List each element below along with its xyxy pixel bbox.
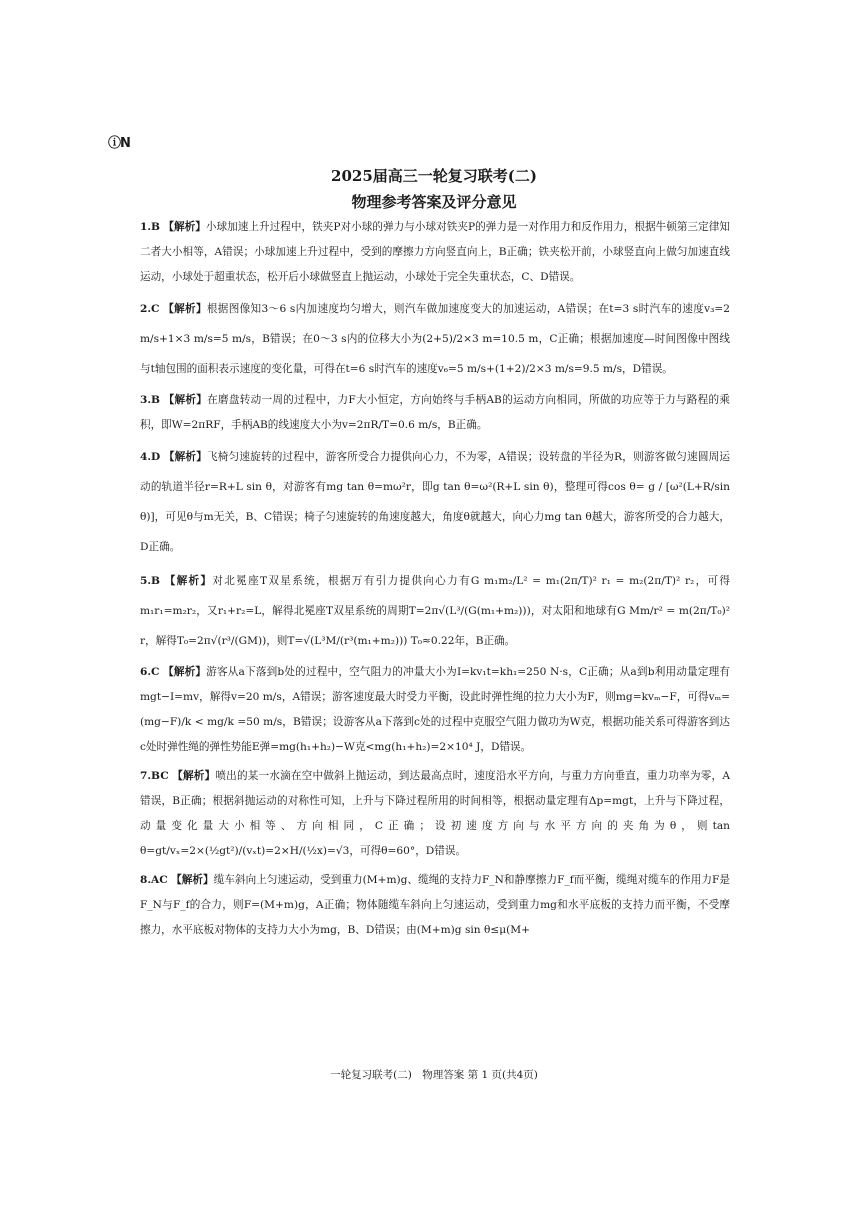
analysis-tag: 【解析】 [163,303,207,315]
answer-number: 3.B [140,394,161,406]
answer-item-8 [140,868,730,943]
exam-subtitle: 物理参考答案及评分意见 [351,193,517,211]
exam-title: 2025届高三一轮复习联考(二) [331,167,537,185]
answer-item-4 [140,442,730,562]
analysis-tag: 【解析】 [163,221,206,233]
answer-text: 根据图像知3～6 s内加速度均匀增大，则汽车做加速度变大的加速运动，A错误；在t=3 s时汽车的速度v₃=2 m/s+1×3 m/s=5 m/s，B错误；在0～3 s内的位移大小为(2+5)/2×3 m=10.5 m，C正确；根据加速度—时间图像中图线与t轴包围的面积表示速度的变化量，可得在t=6 s时汽车的速度v₆=5 m/s+(1+2)/2×3 m/s=9.5 m/s，D错误。 [140,303,730,375]
analysis-tag: 【解析】 [163,394,208,406]
answer-text: 小球加速上升过程中，铁夹P对小球的弹力与小球对铁夹P的弹力是一对作用力和反作用力，根据牛顿第三定律知二者大小相等，A错误；小球加速上升过程中，受到的摩擦力方向竖直向上，B正确；铁夹松开前，小球竖直向上做匀加速直线运动，小球处于超重状态，松开后小球做竖直上抛运动，小球处于完全失重状态，C、D错误。 [140,221,730,283]
answer-item-5 [140,566,730,656]
answer-item-7 [140,764,730,864]
answer-number: 8.AC [140,874,168,886]
answer-number: 6.C [140,666,160,678]
answer-text: 缆车斜向上匀速运动，受到重力(M+m)g、缆绳的支持力F_N和静摩擦力F_f而平衡，缆绳对缆车的作用力F是F_N与F_f的合力，则F=(M+m)g，A正确；物体随缆车斜向上匀速运动，受到重力mg和水平底板的支持力而平衡，不受摩擦力，水平底板对物体的支持力大小为mg，B、D错误；由(M+m)g sin θ≤μ(M+ [140,874,731,936]
answer-text: 飞椅匀速旋转的过程中，游客所受合力提供向心力，不为零，A错误；设转盘的半径为R，则游客做匀速圆周运动的轨道半径r=R+L sin θ，对游客有mg tan θ=mω²r，即g tan θ=ω²(R+L sin θ)，整理可得cos θ= g / [ω²(L+R/sin θ)]，可见θ与m无关，B、C错误；椅子匀速旋转的角速度越大，角度θ就越大，向心力mg tan θ越大，游客所受的合力越大，D正确。 [140,451,731,553]
analysis-tag: 【解析】 [164,575,213,587]
answer-list [140,215,730,947]
answer-number: 7.BC [140,770,169,782]
analysis-tag: 【解析】 [163,666,207,678]
answer-text: 在磨盘转动一周的过程中，力F大小恒定，方向始终与手柄AB的运动方向相同，所做的功应等于力与路程的乘积，即W=2πRF，手柄AB的线速度大小为v=2πR/T=0.6 m/s，B正确。 [140,394,730,431]
answer-item-2 [140,294,730,384]
analysis-tag: 【解析】 [172,770,216,782]
answer-item-1 [140,215,730,290]
answer-item-6 [140,660,730,760]
answer-text: 游客从a下落到b处的过程中，空气阻力的冲量大小为I=kv₁t=kh₁=250 N·s，C正确；从a到b利用动量定理有mgt−I=mv，解得v=20 m/s，A错误；游客速度最大时受力平衡，设此时弹性绳的拉力大小为F，则mg=kvₘ−F，可得vₘ=(mg−F)/k < mg/k =50 m/s，B错误；设游客从a下落到c处的过程中克服空气阻力做功为W克，根据功能关系可得游客到达c处时弹性绳的弹性势能E弹=mg(h₁+h₂)−W克<mg(h₁+h₂)=2×10⁴ J，D错误。 [140,666,730,753]
answer-number: 5.B [140,575,161,587]
answer-item-3 [140,388,730,438]
analysis-tag: 【解析】 [163,451,207,463]
answer-number: 4.D [140,451,161,463]
answer-text: 喷出的某一水滴在空中做斜上抛运动，到达最高点时，速度沿水平方向，与重力方向垂直，重力功率为零，A错误，B正确；根据斜抛运动的对称性可知，上升与下降过程所用的时间相等，根据动量定理有Δp=mgt，上升与下降过程，动量变化量大小相等、方向相同，C正确；设初速度方向与水平方向的夹角为θ，则tan θ=gt/vₓ=2×(½gt²)/(vₓt)=2×H/(½x)=√3，可得θ=60°，D错误。 [140,770,730,857]
answer-text: 对北冕座T双星系统，根据万有引力提供向心力有G m₁m₂/L² = m₁(2π/T)² r₁ = m₂(2π/T)² r₂，可得m₁r₁=m₂r₂，又r₁+r₂=L，解得北冕座T双星系统的周期T=2π√(L³/(G(m₁+m₂)))，对太阳和地球有G Mm/r² = m(2π/T₀)² r，解得T₀=2π√(r³/(GM))，则T=√(L³M/(r³(m₁+m₂))) T₀≈0.22年，B正确。 [140,575,730,647]
answer-number: 1.B [140,221,161,233]
analysis-tag: 【解析】 [171,874,214,886]
answer-number: 2.C [140,303,160,315]
brand-logo: ⓘN [108,136,130,151]
page-footer: 一轮复习联考(二) 物理答案 第 1 页(共4页) [330,1069,538,1081]
